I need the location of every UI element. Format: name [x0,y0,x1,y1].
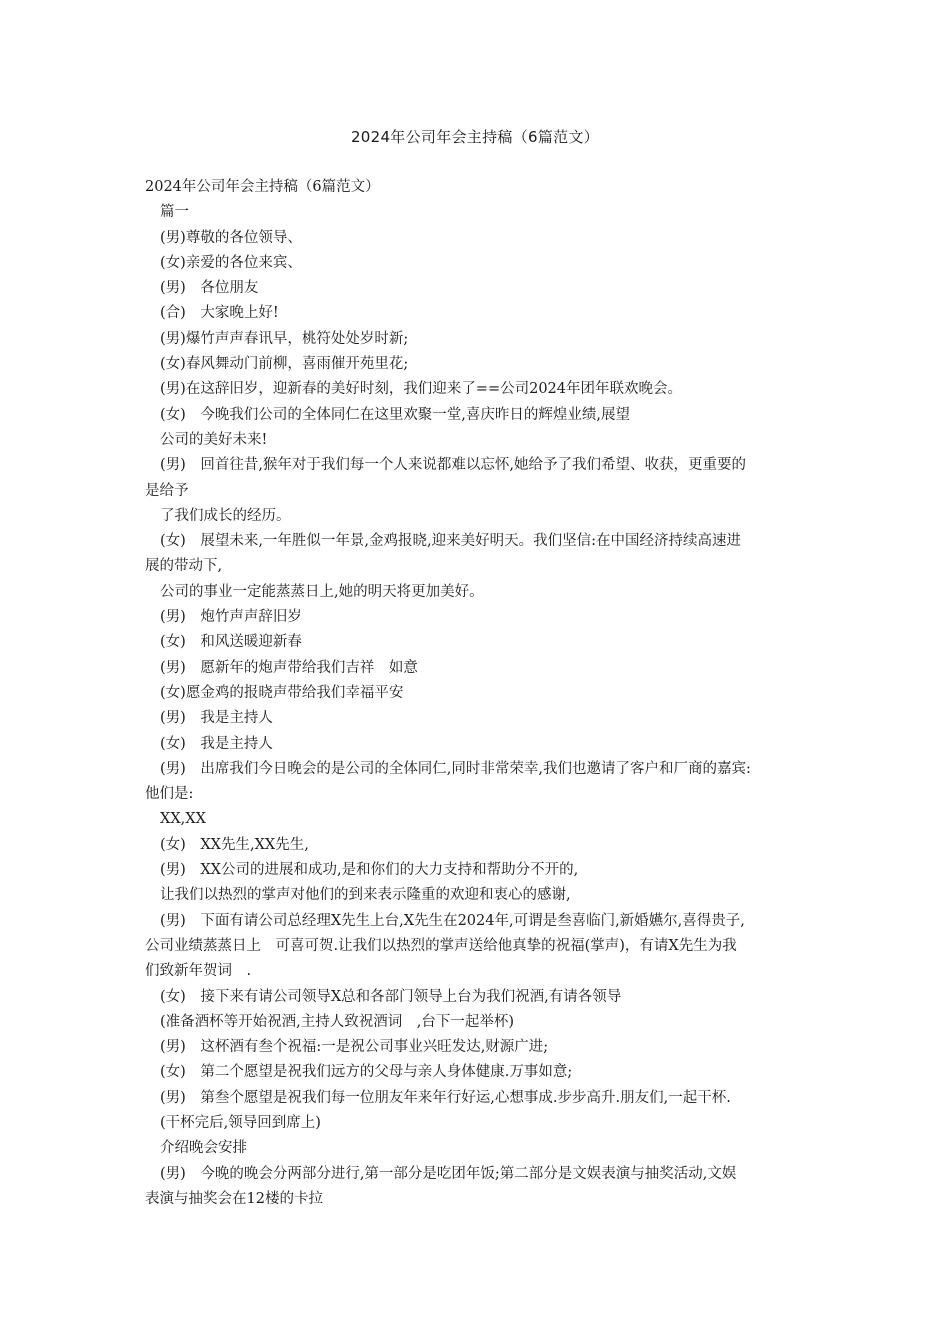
body-line: (干杯完后,领导回到席上) [160,1114,321,1131]
body-line: 展的带动下, [145,558,223,575]
body-line: 公司的事业一定能蒸蒸日上,她的明天将更加美好。 [160,583,484,600]
body-line: (男) 今晚的晚会分两部分进行,第一部分是吃团年饭;第二部分是文娱表演与抽奖活动,文娱 [160,1165,737,1182]
body-line: 公司的美好未来! [160,431,268,448]
body-line: (男) 各位朋友 [160,280,259,297]
body-line: (女) 第二个愿望是祝我们远方的父母与亲人身体健康.万事如意; [160,1064,573,1081]
body-line: (合) 大家晚上好! [160,305,279,322]
document-body [145,175,815,1212]
body-line: (男) 下面有请公司总经理X先生上台,X先生在2024年,可谓是叁喜临门,新婚嬿尔,喜得贵子, [160,912,745,929]
body-line: 公司业绩蒸蒸日上 可喜可贺.让我们以热烈的掌声送给他真挚的祝福(掌声)，有请X先生为我 [145,937,737,954]
body-line: (女)愿金鸡的报晓声带给我们幸福平安 [160,684,404,701]
body-line: (女)春风舞动门前柳，喜雨催开苑里花; [160,356,409,373]
body-line: XX,XX [160,811,206,828]
body-line: (男)在这辞旧岁，迎新春的美好时刻，我们迎来了==公司2024年团年联欢晚会。 [160,381,683,398]
body-line: 了我们成长的经历。 [160,507,291,524]
body-line: (男) 出席我们今日晚会的是公司的全体同仁,同时非常荣幸,我们也邀请了客户和厂商的嘉宾: [160,760,751,777]
body-line: (女) 和风送暖迎新春 [160,634,302,651]
body-line: (男) 炮竹声声辞旧岁 [160,609,302,626]
body-line: (女) 接下来有请公司领导X总和各部门领导上台为我们祝酒,有请各领导 [160,988,622,1005]
body-line: (男) 回首往昔,猴年对于我们每一个人来说都难以忘怀,她给予了我们希望、收获，更重要的 [160,457,747,474]
body-line: (女) XX先生,XX先生, [160,836,309,853]
body-line: (男) 我是主持人 [160,710,273,727]
body-line: (男) XX公司的进展和成功,是和你们的大力支持和帮助分不开的, [160,862,579,879]
document-title: 2024年公司年会主持稿（6篇范文） [350,128,600,146]
body-line: 篇一 [160,204,189,221]
body-line: (男) 第叁个愿望是祝我们每一位朋友年来年行好运,心想事成.步步高升.朋友们,一起干杯. [160,1089,731,1106]
body-line: (男)尊敬的各位领导、 [160,229,302,246]
body-line: 们致新年贺词 . [145,963,252,980]
body-line: 介绍晚会安排 [160,1140,247,1157]
body-line: 2024年公司年会主持稿（6篇范文） [145,179,380,195]
body-line: 他们是: [145,786,194,803]
body-line: 让我们以热烈的掌声对他们的到来表示隆重的欢迎和衷心的感谢, [160,887,571,904]
body-line: (准备酒杯等开始祝酒,主持人致祝酒词 ,台下一起举杯) [160,1013,515,1030]
body-line: (男) 愿新年的炮声带给我们吉祥 如意 [160,659,418,676]
body-line: (男) 这杯酒有叁个祝福:一是祝公司事业兴旺发达,财源广进; [160,1039,549,1056]
body-line: 是给予 [145,482,189,499]
body-line: (女) 展望未来,一年胜似一年景,金鸡报晓,迎来美好明天。我们坚信:在中国经济持续高速进 [160,533,742,550]
body-line: 表演与抽奖会在12楼的卡拉 [145,1190,323,1207]
body-line: (女) 今晚我们公司的全体同仁在这里欢聚一堂,喜庆昨日的辉煌业绩,展望 [160,406,631,423]
body-line: (女) 我是主持人 [160,735,273,752]
body-line: (女)亲爱的各位来宾、 [160,254,302,271]
body-line: (男)爆竹声声春讯早，桃符处处岁时新; [160,330,409,347]
